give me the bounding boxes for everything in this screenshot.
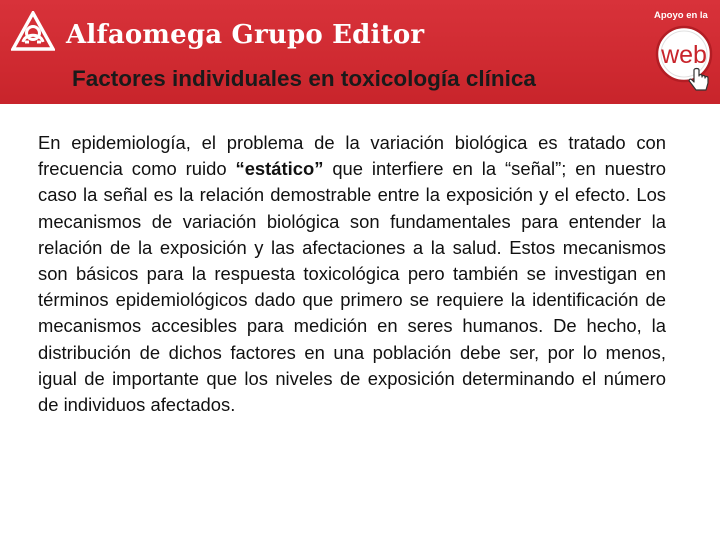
body-paragraph: [38, 130, 666, 418]
web-badge-icon[interactable]: [652, 24, 716, 100]
body-text-part-3: que interfiere en la “señal”; en nuestro caso la señal es la relación demostrable entre la exposición y el efecto. Los mecanismos de variación biológica son fundamentales para entender la relación de la exposición y las afectaciones a la salud. Estos mecanismos son básicos para la respuesta toxicológica pero también se investigan en términos epidemiológicos dado que primero se requiere la identificación de mecanismos accesibles para medición en seres humanos. De hecho, la distribución de dichos factores en una población debe ser, por lo menos, igual de importante que los niveles de exposición determinando el número de individuos afectados.: [38, 158, 666, 416]
body-text-part-1: En epidemiología, el problema de la variación biológica es tratado con frecuencia como ruido: [38, 132, 666, 180]
brand-name: Alfaomega Grupo Editor: [66, 20, 425, 50]
badge-caption: Apoyo en la: [654, 10, 708, 21]
badge-word: web: [661, 41, 707, 69]
alfaomega-logo-icon: [11, 11, 55, 51]
header-banner: [0, 0, 720, 104]
slide-title: Factores individuales en toxicología clínica: [72, 66, 536, 91]
body-text-emphasis: “estático”: [235, 158, 324, 180]
